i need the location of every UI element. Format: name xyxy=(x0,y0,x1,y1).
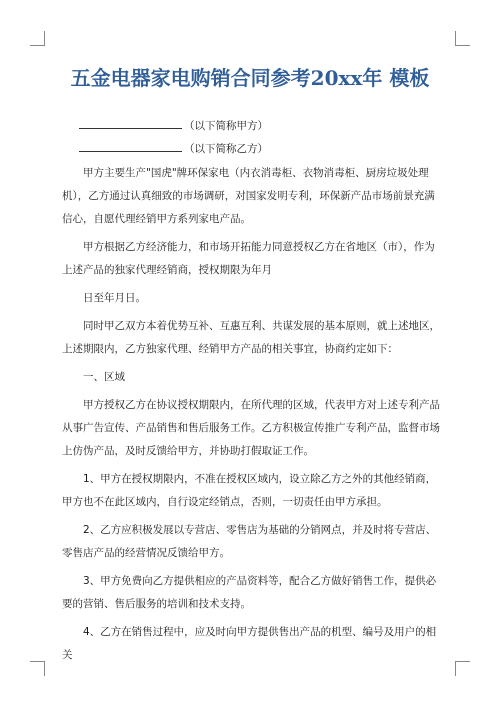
clause-item: 3、甲方免费向乙方提供相应的产品资料等，配合乙方做好销售工作，提供必要的营销、售后服务的培训和技术支持。 xyxy=(62,575,437,610)
corner-mark-bottom-left xyxy=(30,661,45,676)
clause-item: 1、甲方在授权期限内，不准在授权区域内，设立除乙方之外的其他经销商，甲方也不在此区域内，自行设定经销点，否则，一切责任由甲方承担。 xyxy=(62,473,437,508)
corner-mark-top-right xyxy=(455,31,470,46)
clause-item: 4、乙方在销售过程中，应及时向甲方提供售出产品的机型、编号及用户的相关 xyxy=(62,626,437,661)
paragraph: 甲方根据乙方经济能力，和市场开拓能力同意授权乙方在省地区（市），作为上述产品的独家代理经销商，授权期限为年月 xyxy=(62,241,435,276)
corner-mark-top-left xyxy=(30,31,45,46)
party-a-line xyxy=(79,117,268,133)
paragraph: 同时甲乙双方本着优势互补、互惠互利、共谋发展的基本原则，就上述地区，上述期限内，乙方独家代理、经销甲方产品的相关事宜，协商约定如下： xyxy=(62,320,440,355)
party-a-blank xyxy=(79,117,182,129)
corner-mark-bottom-right xyxy=(455,661,470,676)
party-b-line xyxy=(79,140,268,156)
party-b-blank xyxy=(79,140,182,152)
section-heading: 一、区域 xyxy=(83,371,125,383)
paragraph: 甲方授权乙方在协议授权期限内，在所代理的区域，代表甲方对上述专利产品从事广告宣传、产品销售和售后服务工作。乙方积极宣传推广专利产品，监督市场上仿伪产品，及时反馈给甲方，并协助打假取证工作。 xyxy=(62,399,440,457)
clause-item: 2、乙方应积极发展以专营店、零售店为基础的分销网点，并及时将专营店、零售店产品的经营情况反馈给甲方。 xyxy=(62,524,437,559)
party-b-label: （以下简称乙方） xyxy=(184,143,268,155)
paragraph: 日至年月日。 xyxy=(83,292,146,304)
document-title: 五金电器家电购销合同参考20xx年 模板 xyxy=(70,66,430,90)
paragraph: 甲方主要生产"国虎"牌环保家电（内衣消毒柜、衣物消毒柜、厨房垃圾处理机），乙方通过认真细致的市场调研，对国家发明专利，环保新产品市场前景充满信心，自愿代理经销甲方系列家电产品。 xyxy=(62,167,435,225)
document-body xyxy=(62,162,440,672)
party-a-label: （以下简称甲方） xyxy=(184,120,268,132)
